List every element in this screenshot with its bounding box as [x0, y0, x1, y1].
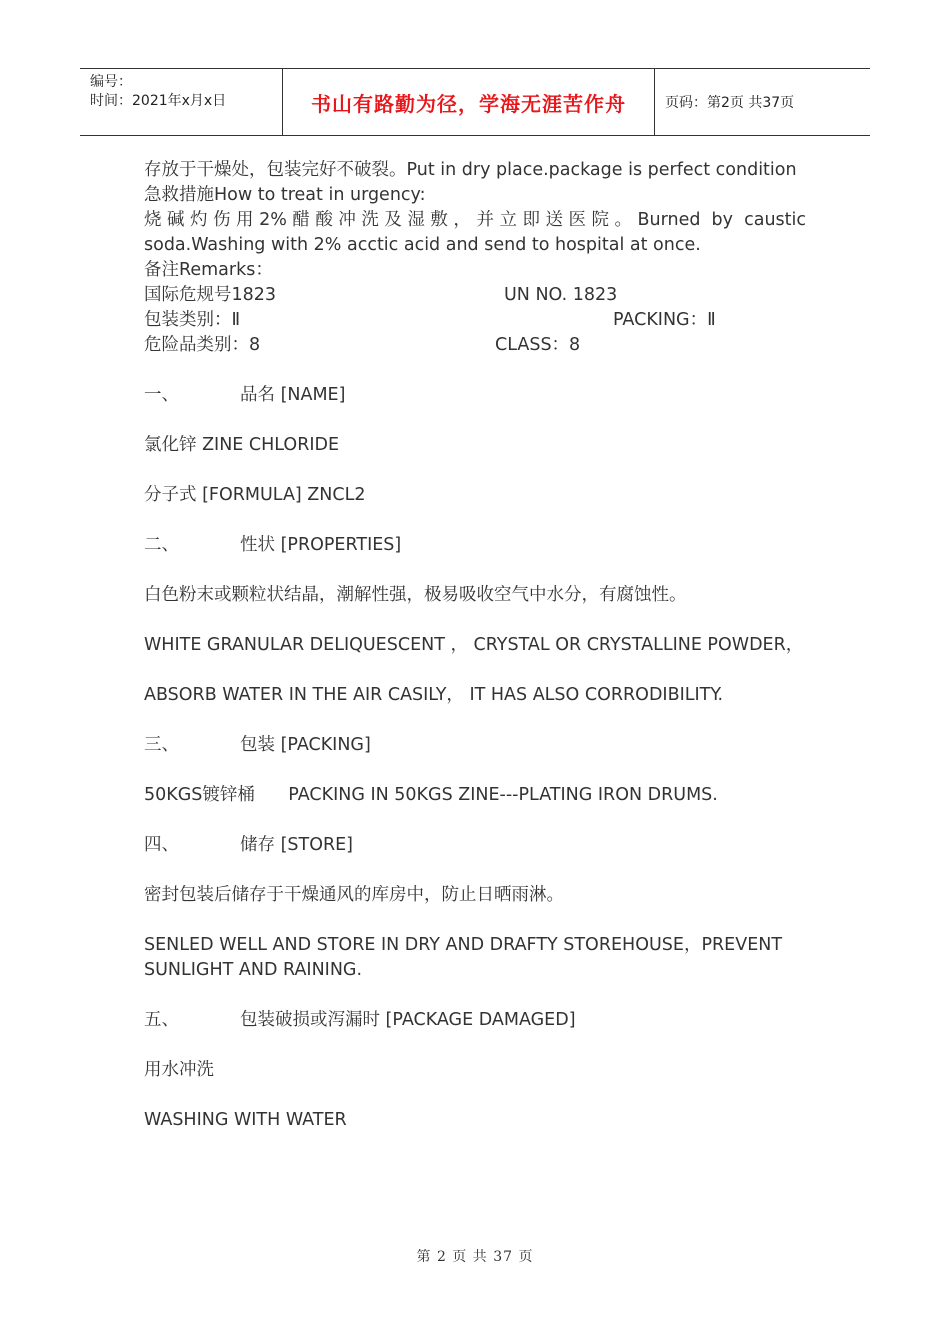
packing-row [144, 308, 806, 333]
packing-category: 包装类别：Ⅱ [144, 310, 241, 330]
store-en-2: SUNLIGHT AND RAINING. [144, 960, 363, 980]
page-footer: 第 2 页 共 37 页 [416, 1249, 534, 1265]
header-meta [80, 69, 282, 135]
document-number-label: 编号： [90, 74, 132, 90]
header-motto: 书山有路勤为径，学海无涯苦作舟 [282, 69, 655, 135]
remarks-label: 备注Remarks： [144, 260, 273, 280]
document-body [144, 158, 806, 1133]
damaged-en: WASHING WITH WATER [144, 1110, 347, 1130]
section-title: 包装 [PACKING] [240, 735, 371, 755]
hazard-class-cn: 危险品类别：8 [144, 335, 261, 355]
storage-text: 存放于干燥处，包装完好不破裂。Put in dry place.package is perfect condition [144, 160, 797, 180]
section-number: 一、 [144, 385, 179, 405]
store-cn: 密封包装后储存于干燥通风的库房中，防止日晒雨淋。 [144, 885, 564, 905]
urgency-text: 烧碱灼伤用2%醋酸冲洗及湿敷，并立即送医院。Burned by caustic soda.Washing with 2% acctic acid and send to hospital at once. [144, 210, 806, 255]
section-title: 储存 [STORE] [240, 835, 354, 855]
properties-cn: 白色粉末或颗粒状结晶，潮解性强，极易吸收空气中水分，有腐蚀性。 [144, 585, 687, 605]
header-page-number: 页码：第2页 共37页 [665, 95, 795, 111]
hazard-class-en: CLASS：8 [495, 335, 581, 355]
intl-number-row [144, 283, 806, 308]
section-number: 二、 [144, 535, 179, 555]
product-name: 氯化锌 ZINE CHLORIDE [144, 435, 340, 455]
section-heading-packing [144, 733, 806, 758]
product-formula: 分子式 [FORMULA] ZNCL2 [144, 485, 366, 505]
document-date: 时间：2021年x月x日 [90, 93, 227, 109]
properties-en-1: WHITE GRANULAR DELIQUESCENT ， CRYSTAL OR CRYSTALLINE POWDER， [144, 635, 804, 655]
section-heading-store [144, 833, 806, 858]
urgency-title: 急救措施How to treat in urgency: [144, 185, 426, 205]
store-en-1: SENLED WELL AND STORE IN DRY AND DRAFTY STOREHOUSE，PREVENT [144, 935, 783, 955]
section-title: 包装破损或泻漏时 [PACKAGE DAMAGED] [240, 1010, 576, 1030]
properties-en-2: ABSORB WATER IN THE AIR CASILY， IT HAS ALSO CORRODIBILITY. [144, 685, 724, 705]
class-row [144, 333, 806, 358]
section-heading-damaged [144, 1008, 806, 1033]
page-header [80, 68, 870, 136]
section-title: 品名 [NAME] [240, 385, 346, 405]
section-heading-properties [144, 533, 806, 558]
packing-group: PACKING：Ⅱ [613, 310, 716, 330]
damaged-cn: 用水冲洗 [144, 1060, 214, 1080]
section-number: 五、 [144, 1010, 179, 1030]
packing-value: 50KGS镀锌桶 PACKING IN 50KGS ZINE---PLATING IRON DRUMS. [144, 785, 718, 805]
section-heading-name [144, 383, 806, 408]
section-title: 性状 [PROPERTIES] [240, 535, 402, 555]
section-number: 三、 [144, 735, 179, 755]
un-number: UN NO. 1823 [504, 285, 618, 305]
section-number: 四、 [144, 835, 179, 855]
intl-hazard-number: 国际危规号1823 [144, 285, 277, 305]
